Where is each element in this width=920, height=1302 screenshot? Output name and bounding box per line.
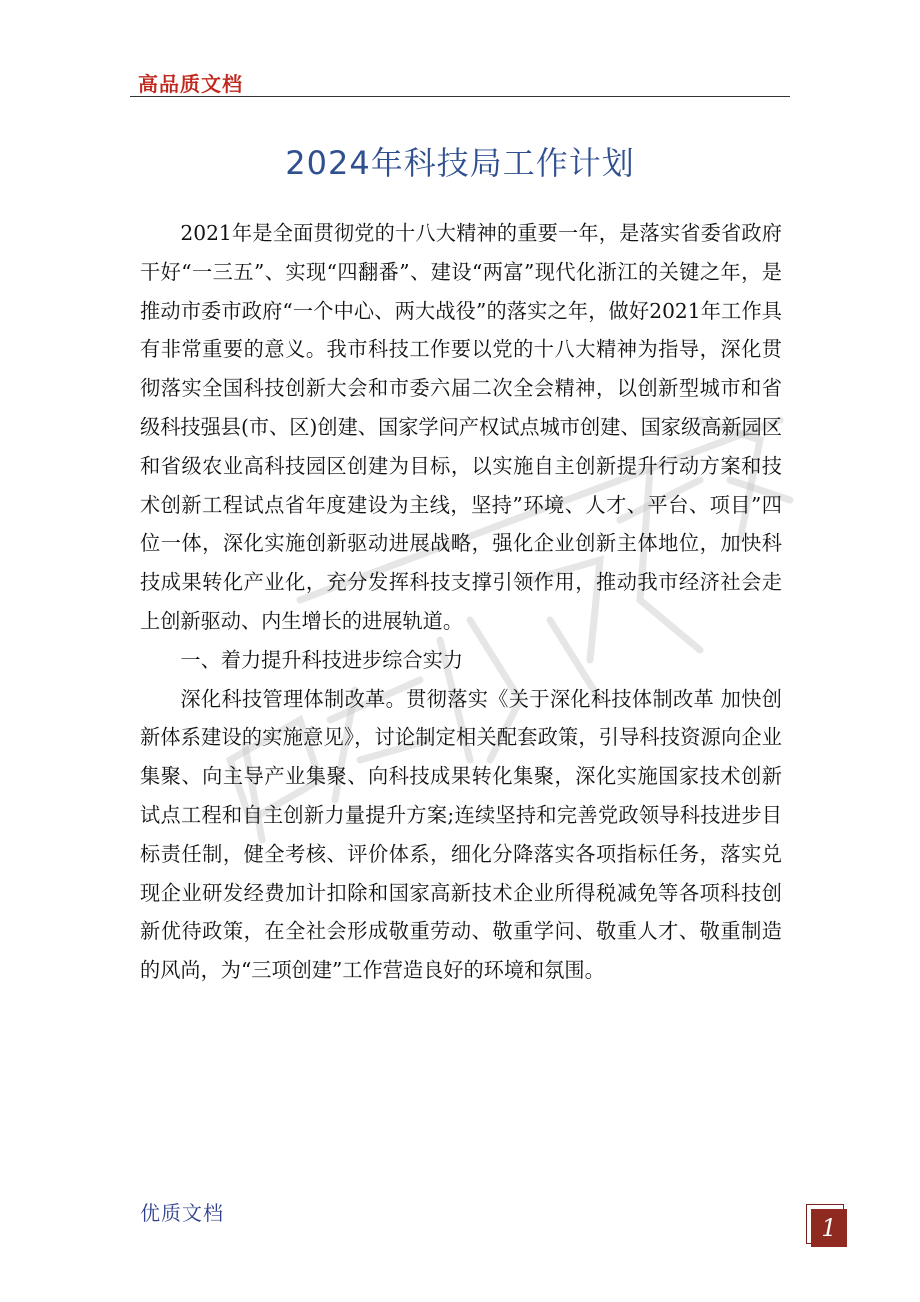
paragraph-reform: 深化科技管理体制改革。贯彻落实《关于深化科技体制改革 加快创新体系建设的实施意见》，讨论制定相关配套政策，引导科技资源向企业集聚、向主导产业集聚、向科技成果转化集聚，深化实施国家技术创新试点工程和自主创新力量提升方案;连续坚持和完善党政领导科技进步目标责任制，健全考核、评价体系，细化分降落实各项指标任务，落实兑现企业研发经费加计扣除和国家高新技术企业所得税减免等各项科技创新优待政策，在全社会形成敬重劳动、敬重学问、敬重人才、敬重制造的风尚，为“三项创建”工作营造良好的环境和氛围。	[140, 686, 782, 983]
paragraph-intro: 2021年是全面贯彻党的十八大精神的重要一年，是落实省委省政府干好“一三五”、实现“四翻番”、建设“两富”现代化浙江的关键之年，是推动市委市政府“一个中心、两大战役”的落实之年，做好2021年工作具有非常重要的意义。我市科技工作要以党的十八大精神为指导，深化贯彻落实全国科技创新大会和市委六届二次全会精神，以创新型城市和省级科技强县(市、区)创建、国家学问产权试点城市创建、国家级高新园区和省级农业高科技园区创建为目标，以实施自主创新提升行动方案和技术创新工程试点省年度建设为主线，坚持”环境、人才、平台、项目”四位一体，深化实施创新驱动进展战略，强化企业创新主体地位，加快科技成果转化产业化，充分发挥科技支撑引领作用，推动我市经济社会走上创新驱动、内生增长的进展轨道。	[140, 221, 782, 633]
page-number-badge	[806, 1204, 848, 1248]
header-label: 高品质文档	[138, 72, 243, 96]
header-divider	[130, 96, 790, 97]
document-body	[140, 214, 782, 990]
footer-label: 优质文档	[140, 1201, 224, 1225]
document-title: 2024年科技局工作计划	[285, 144, 635, 182]
section-heading: 一、着力提升科技进步综合实力	[180, 647, 464, 672]
page-number: 1	[811, 1209, 847, 1247]
